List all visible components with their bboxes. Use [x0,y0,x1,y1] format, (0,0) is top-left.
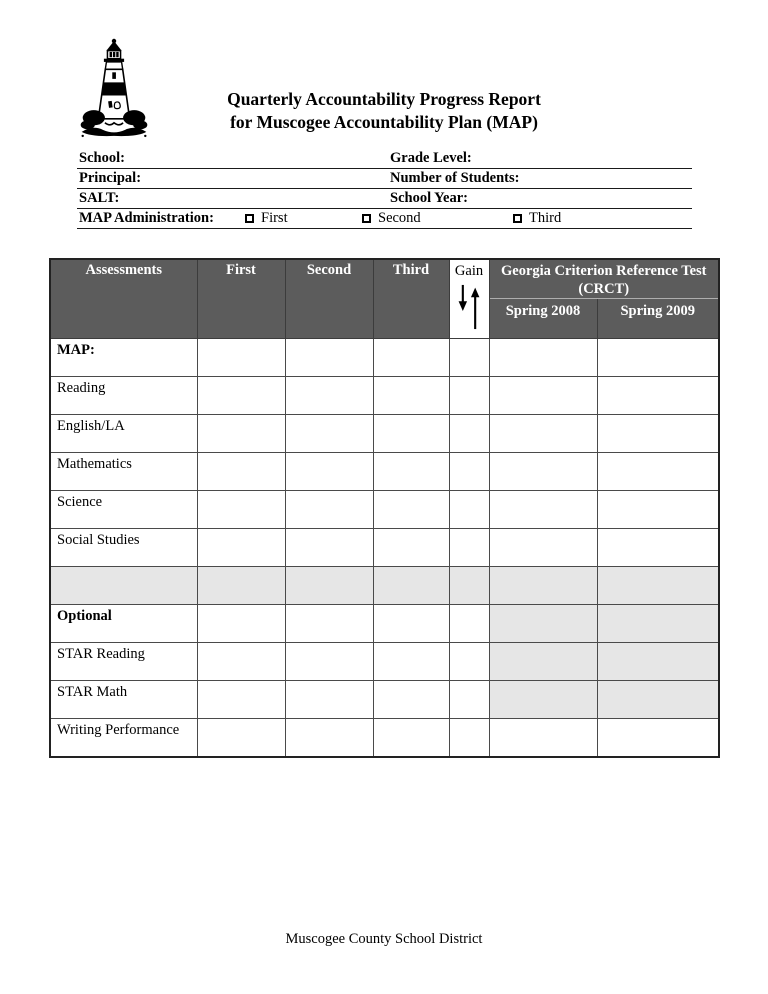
cell-gain[interactable] [449,415,489,453]
assessments-column-header: Assessments [50,259,197,339]
cell-gain[interactable] [449,529,489,567]
school-label: School: [79,150,125,166]
cell-third[interactable] [373,415,449,453]
cell-gain[interactable] [449,491,489,529]
cell-first[interactable] [197,415,285,453]
cell-second[interactable] [285,491,373,529]
school-year-label: School Year: [390,190,468,206]
form-row-salt [77,189,692,209]
cell-spring-2008[interactable] [489,491,597,529]
cell-second[interactable] [285,415,373,453]
cell-spring-2008[interactable] [489,605,597,643]
cell-spring-2009[interactable] [597,605,719,643]
cell-third[interactable] [373,643,449,681]
cell-spring-2009[interactable] [597,453,719,491]
cell-third[interactable] [373,719,449,757]
cell-third[interactable] [373,529,449,567]
gain-column-header [449,259,489,339]
third-column-header: Third [373,259,449,339]
cell-first[interactable] [197,643,285,681]
assessment-label: STAR Reading [50,643,197,681]
cell-gain[interactable] [449,643,489,681]
cell-spring-2008[interactable] [489,339,597,377]
cell-gain[interactable] [449,605,489,643]
principal-label: Principal: [79,170,142,186]
cell-spring-2009[interactable] [597,377,719,415]
cell-spring-2008[interactable] [489,567,597,605]
report-title [0,88,768,134]
cell-second[interactable] [285,605,373,643]
down-arrow-icon [459,285,467,311]
title-line-2: for Muscogee Accountability Plan (MAP) [230,112,538,132]
cell-third[interactable] [373,453,449,491]
first-checkbox-label: First [261,210,288,226]
cell-spring-2009[interactable] [597,415,719,453]
spring-2008-column-header: Spring 2008 [489,299,597,339]
assessment-label: MAP: [50,339,197,377]
school-info-form [77,149,692,229]
cell-second[interactable] [285,567,373,605]
assessment-label: Writing Performance [50,719,197,757]
cell-spring-2008[interactable] [489,719,597,757]
table-row [50,605,719,643]
number-of-students-label: Number of Students: [390,170,520,186]
cell-gain[interactable] [449,567,489,605]
cell-second[interactable] [285,643,373,681]
cell-gain[interactable] [449,377,489,415]
cell-first[interactable] [197,719,285,757]
first-column-header: First [197,259,285,339]
up-arrow-icon [471,288,479,329]
cell-gain[interactable] [449,681,489,719]
assessment-label: Reading [50,377,197,415]
table-row [50,491,719,529]
cell-spring-2009[interactable] [597,681,719,719]
gain-header-label: Gain [454,263,484,279]
title-line-1: Quarterly Accountability Progress Report [227,89,541,109]
first-checkbox[interactable] [245,214,254,223]
cell-gain[interactable] [449,339,489,377]
form-row-school [77,149,692,169]
table-row [50,339,719,377]
cell-spring-2009[interactable] [597,567,719,605]
assessment-table [49,258,720,758]
cell-third[interactable] [373,491,449,529]
cell-spring-2008[interactable] [489,415,597,453]
form-row-map-administration [77,209,692,229]
cell-spring-2009[interactable] [597,529,719,567]
table-row [50,681,719,719]
table-row [50,567,719,605]
cell-second[interactable] [285,681,373,719]
cell-second[interactable] [285,377,373,415]
cell-third[interactable] [373,681,449,719]
third-checkbox[interactable] [513,214,522,223]
assessment-label [50,567,197,605]
table-row [50,643,719,681]
cell-spring-2008[interactable] [489,453,597,491]
crct-header-line-1: Georgia Criterion Reference Test [501,263,707,279]
map-administration-label: MAP Administration: [79,210,214,226]
assessment-label: Optional [50,605,197,643]
form-row-principal [77,169,692,189]
table-row [50,377,719,415]
table-row [50,453,719,491]
crct-column-header [489,259,719,299]
cell-spring-2008[interactable] [489,529,597,567]
cell-third[interactable] [373,377,449,415]
table-row [50,529,719,567]
cell-first[interactable] [197,339,285,377]
cell-first[interactable] [197,605,285,643]
table-row [50,415,719,453]
assessment-label: Social Studies [50,529,197,567]
cell-gain[interactable] [449,719,489,757]
cell-third[interactable] [373,339,449,377]
cell-first[interactable] [197,529,285,567]
cell-second[interactable] [285,339,373,377]
table-row [50,719,719,757]
second-checkbox-label: Second [378,210,421,226]
spring-2009-column-header: Spring 2009 [597,299,719,339]
cell-first[interactable] [197,567,285,605]
cell-spring-2009[interactable] [597,643,719,681]
cell-third[interactable] [373,605,449,643]
second-column-header: Second [285,259,373,339]
cell-spring-2008[interactable] [489,643,597,681]
cell-first[interactable] [197,681,285,719]
cell-first[interactable] [197,377,285,415]
assessment-label: Mathematics [50,453,197,491]
assessment-label: English/LA [50,415,197,453]
assessment-label: STAR Math [50,681,197,719]
crct-header-line-2: (CRCT) [578,281,630,297]
cell-first[interactable] [197,491,285,529]
cell-second[interactable] [285,453,373,491]
cell-gain[interactable] [449,453,489,491]
district-footer: Muscogee County School District [285,931,483,947]
salt-label: SALT: [79,190,120,206]
cell-third[interactable] [373,567,449,605]
admin-option-first [245,210,288,227]
cell-spring-2008[interactable] [489,377,597,415]
cell-second[interactable] [285,719,373,757]
grade-level-label: Grade Level: [390,150,472,166]
cell-second[interactable] [285,529,373,567]
gain-arrows-icon [454,283,484,331]
cell-spring-2008[interactable] [489,681,597,719]
assessment-label: Science [50,491,197,529]
admin-option-second [362,210,421,227]
cell-spring-2009[interactable] [597,339,719,377]
admin-option-third [513,210,561,227]
assessment-table-body [50,339,719,757]
cell-first[interactable] [197,453,285,491]
cell-spring-2009[interactable] [597,719,719,757]
third-checkbox-label: Third [529,210,562,226]
second-checkbox[interactable] [362,214,371,223]
cell-spring-2009[interactable] [597,491,719,529]
